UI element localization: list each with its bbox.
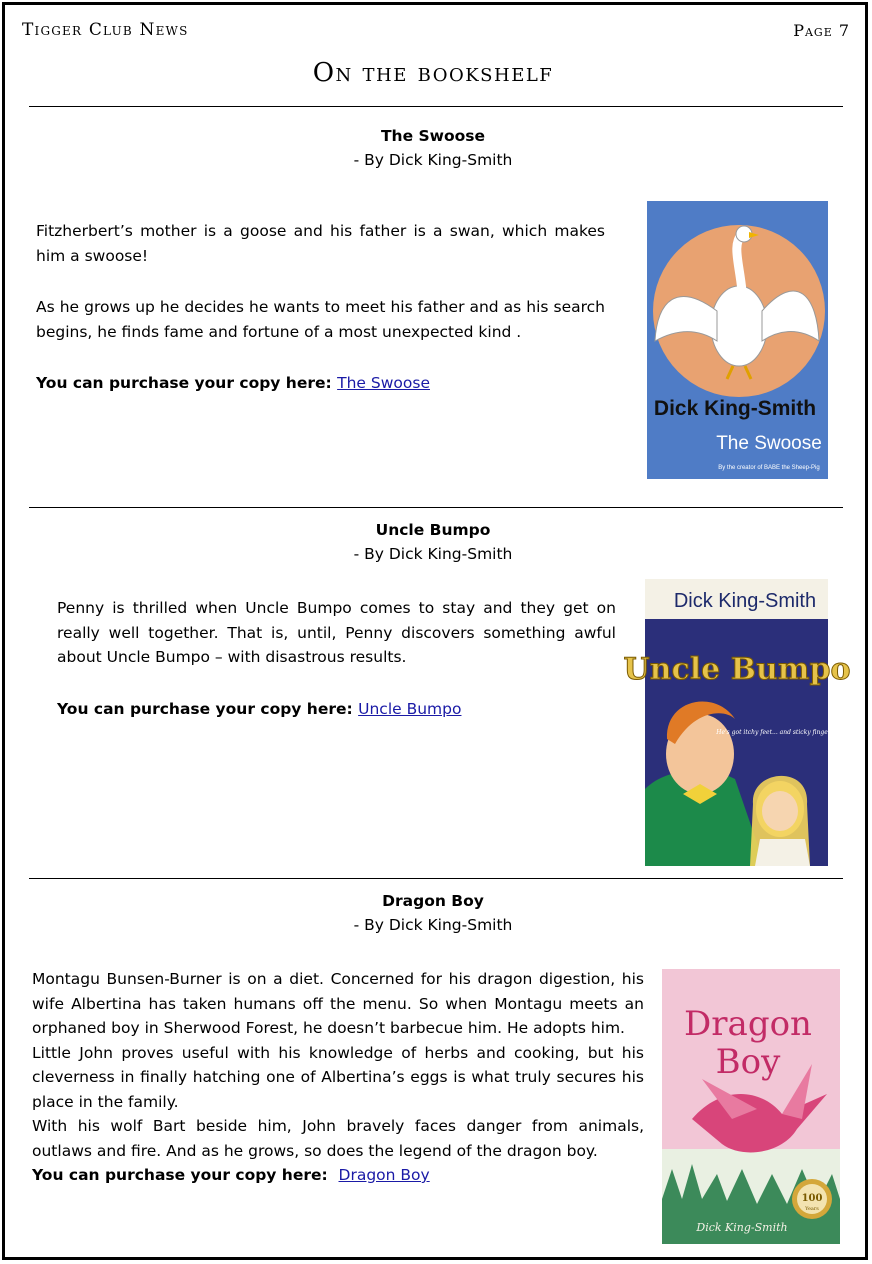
description-paragraph: Penny is thrilled when Uncle Bumpo comes to stay and they get on really well together. That is, until, Penny discovers something awful about Uncle Bumpo – with disastrous results. bbox=[57, 599, 616, 666]
book-cover-the-swoose bbox=[647, 201, 828, 479]
purchase-label: You can purchase your copy here: bbox=[57, 699, 353, 718]
book-cover-uncle-bumpo bbox=[623, 579, 851, 866]
description-paragraph: With his wolf Bart beside him, John bravely faces danger from animals, outlaws and fire. And as he grows, so does the legend of the dragon boy. bbox=[32, 1117, 644, 1160]
purchase-line bbox=[57, 697, 616, 722]
book-author: - By Dick King-Smith bbox=[353, 151, 513, 169]
purchase-line bbox=[32, 1163, 644, 1188]
purchase-link-dragon-boy[interactable]: Dragon Boy bbox=[338, 1166, 430, 1184]
cover-badge-text: Years bbox=[805, 1206, 819, 1212]
book-cover-dragon-boy bbox=[662, 969, 840, 1244]
book-title: The Swoose bbox=[380, 127, 486, 145]
section-title: On the bookshelf bbox=[312, 58, 554, 88]
description-paragraph: Montagu Bunsen-Burner is on a diet. Concerned for his dragon digestion, his wife Albertina has taken humans off the menu. So when Montagu meets an orphaned boy in Sherwood Forest, he doesn’t barbecue him. He adopts him. bbox=[32, 970, 644, 1037]
cover-author: Dick King-Smith bbox=[673, 590, 817, 612]
divider bbox=[29, 507, 843, 508]
book-description bbox=[36, 219, 605, 396]
divider bbox=[29, 878, 843, 879]
cover-author: Dick King-Smith bbox=[696, 1221, 788, 1234]
book-description bbox=[57, 596, 616, 721]
cover-title-line2: Boy bbox=[715, 1042, 781, 1082]
cover-tagline: He's got itchy feet... and sticky fingers bbox=[716, 729, 834, 736]
description-paragraph: As he grows up he decides he wants to meet his father and as his search begins, he finds fame and fortune of a most unexpected kind . bbox=[36, 298, 605, 341]
book-description bbox=[32, 967, 644, 1188]
purchase-line bbox=[36, 371, 605, 396]
purchase-label: You can purchase your copy here: bbox=[32, 1166, 328, 1184]
description-paragraph: Little John proves useful with his knowledge of herbs and cooking, but his cleverness in finally hatching one of Albertina’s eggs is what truly secures his place in the family. bbox=[32, 1043, 644, 1111]
purchase-link-the-swoose[interactable]: The Swoose bbox=[337, 374, 430, 392]
purchase-label: You can purchase your copy here: bbox=[36, 374, 332, 392]
cover-title: Uncle Bumpo bbox=[623, 652, 851, 687]
book-title: Uncle Bumpo bbox=[375, 521, 491, 539]
book-author: - By Dick King-Smith bbox=[353, 545, 513, 563]
cover-tagline: By the creator of BABE the Sheep-Pig bbox=[718, 465, 820, 471]
page-number: Page 7 bbox=[793, 21, 850, 40]
purchase-link-uncle-bumpo[interactable]: Uncle Bumpo bbox=[358, 699, 462, 718]
cover-author: Dick King-Smith bbox=[653, 397, 817, 420]
newsletter-name: Tigger Club News bbox=[22, 20, 189, 40]
book-author: - By Dick King-Smith bbox=[353, 916, 513, 934]
cover-title-line1: Dragon bbox=[684, 1004, 812, 1044]
cover-title: The Swoose bbox=[716, 433, 822, 454]
description-paragraph: Fitzherbert’s mother is a goose and his father is a swan, which makes him a swoose! bbox=[36, 222, 605, 265]
book-title: Dragon Boy bbox=[382, 892, 484, 910]
cover-badge-number: 100 bbox=[801, 1193, 823, 1204]
divider bbox=[29, 106, 843, 107]
